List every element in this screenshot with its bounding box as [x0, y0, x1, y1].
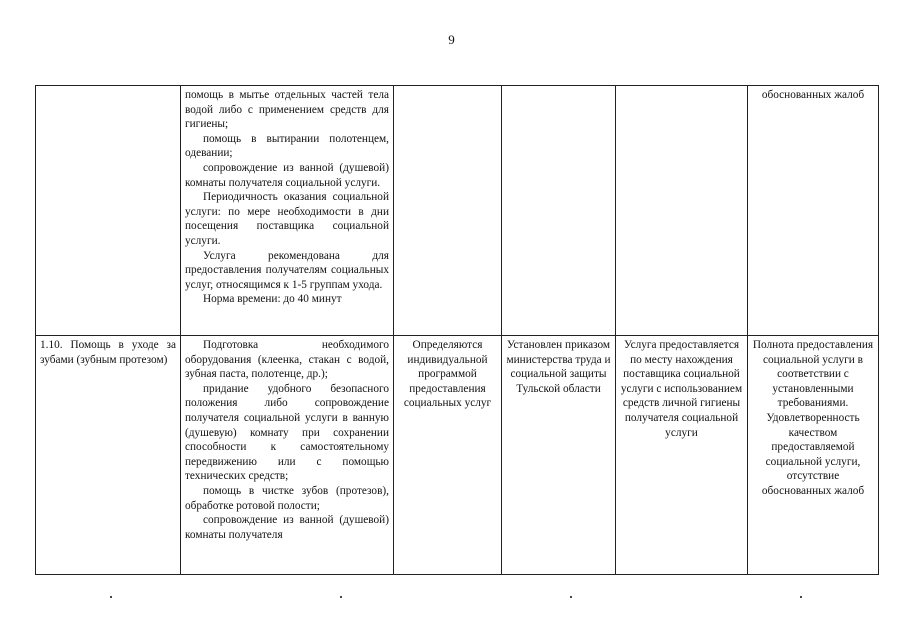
service-description-cell — [181, 336, 394, 575]
description-paragraph: сопровождение из ванной (душевой) комнаты получателя социальной услуги. — [185, 161, 389, 189]
description-paragraph: помощь в мытье отдельных частей тела водой либо с применением средств для гигиены; — [185, 89, 389, 131]
footer-dot — [800, 596, 802, 598]
description-paragraph: Периодичность оказания социальной услуги: по мере необходимости в дни посещения поставщика социальной услуги. — [185, 191, 389, 247]
service-conditions-cell: Услуга предоставляется по месту нахождения поставщика социальной услуги с использованием средств личной гигиены получателя социальной услуги — [616, 336, 748, 575]
service-normative-cell: Установлен приказом министерства труда и социальной защиты Тульской области — [502, 336, 616, 575]
page-number: 9 — [448, 32, 455, 47]
service-name-cell — [36, 86, 181, 336]
service-cost-cell — [394, 86, 502, 336]
description-paragraph: помощь в чистке зубов (протезов), обработке ротовой полости; — [185, 484, 389, 512]
service-quality-cell: обоснованных жалоб — [748, 86, 879, 336]
description-paragraph: помощь в вытирании полотенцем, одевании; — [185, 132, 389, 160]
table-row — [36, 86, 879, 336]
description-paragraph: Услуга рекомендована для предоставления получателям социальных услуг, относящимся к 1-5 группам ухода. — [185, 249, 389, 291]
description-paragraph: Норма времени: до 40 минут — [203, 293, 342, 306]
description-paragraph: Подготовка необходимого оборудования (клеенка, стакан с водой, зубная паста, полотенце, др.); — [185, 339, 389, 381]
footer-dot — [110, 596, 112, 598]
description-paragraph: придание удобного безопасного положения либо сопровождение получателя социальной услуги в ванную (душевую) комнату при сохранении способности к самостоятельному передвижению или с помощью технических средств; — [185, 382, 389, 483]
service-quality-cell: Полнота предоставления социальной услуги в соответствии с установленными требованиями. Удовлетворенность качеством предоставляемой социальной услуги, отсутствие обоснованных жалоб — [748, 336, 879, 575]
page-footer-marks — [0, 596, 903, 602]
description-paragraph: сопровождение из ванной (душевой) комнаты получателя — [185, 514, 389, 541]
service-name-cell: 1.10. Помощь в уходе за зубами (зубным протезом) — [36, 336, 181, 575]
service-cost-cell: Определяются индивидуальной программой предоставления социальных услуг — [394, 336, 502, 575]
service-description-cell — [181, 86, 394, 336]
footer-dot — [570, 596, 572, 598]
services-table — [35, 85, 879, 575]
service-normative-cell — [502, 86, 616, 336]
table-row — [36, 336, 879, 575]
service-conditions-cell — [616, 86, 748, 336]
footer-dot — [340, 596, 342, 598]
